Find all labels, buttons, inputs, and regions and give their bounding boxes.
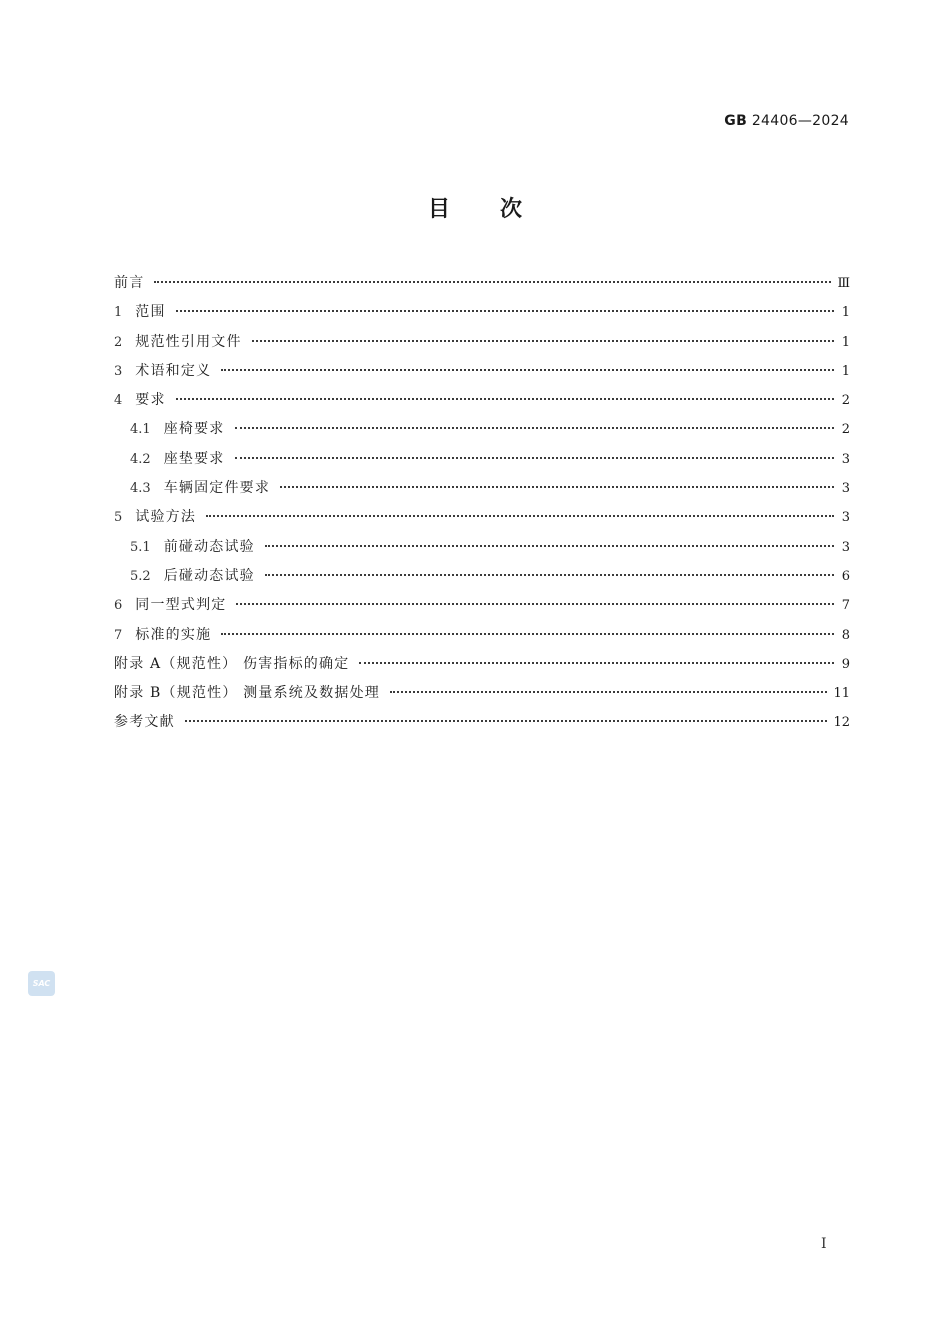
toc-dot-leader [221,368,834,371]
toc-entry-number: 6 [114,598,123,614]
toc-entry-number: 3 [114,363,123,379]
toc-entry[interactable] [114,708,850,737]
toc-entry[interactable] [114,298,850,327]
toc-dot-leader [206,514,834,517]
sac-logo-watermark [28,971,55,996]
toc-entry-page: 3 [841,481,850,497]
page-number: I [821,1236,827,1252]
toc-entry-label: 座椅要求 [163,421,225,438]
toc-dot-leader [185,719,828,722]
toc-entry-number: 4.3 [130,481,151,497]
toc-entry[interactable] [114,474,850,503]
toc-entry-number: 2 [114,334,123,350]
toc-dot-leader [390,690,827,693]
toc-dot-leader [176,309,834,312]
toc-entry[interactable] [114,328,850,357]
standard-prefix: GB [724,113,748,129]
toc-dot-leader [154,280,831,283]
toc-dot-leader [359,661,834,664]
toc-entry-number: 5.2 [130,568,151,584]
toc-entry-label: 参考文献 [114,714,175,731]
toc-entry-page: 12 [833,715,850,731]
toc-entry[interactable] [114,533,850,562]
toc-dot-leader [235,426,835,429]
standard-code: 24406—2024 [751,113,849,129]
toc-entry-page: 3 [841,510,850,526]
toc-entry-label: 附录 B（规范性） 测量系统及数据处理 [114,685,380,702]
toc-entry-label: 要求 [135,392,166,409]
toc-entry-number: 4.1 [130,422,151,438]
toc-dot-leader [221,632,834,635]
toc-entry-page: 7 [841,598,850,614]
toc-entry-page: Ⅲ [837,276,850,291]
toc-entry[interactable] [114,445,850,474]
toc-dot-leader [280,485,834,488]
toc-entry-number: 4.2 [130,451,151,467]
toc-entry-page: 6 [841,568,850,584]
toc-entry-page: 2 [841,393,850,409]
toc-dot-leader [265,573,834,576]
toc-entry[interactable] [114,415,850,444]
toc-entry[interactable] [114,621,850,650]
toc-entry-page: 9 [841,656,850,672]
toc-entry-label: 规范性引用文件 [135,333,242,350]
toc-dot-leader [265,544,834,547]
toc-entry[interactable] [114,562,850,591]
page-title: 目次 [427,197,572,222]
toc-entry-number: 7 [114,627,123,643]
standard-number [724,113,849,129]
toc-entry-label: 座垫要求 [163,450,225,467]
toc-entry[interactable] [114,269,850,298]
toc-entry-number: 5 [114,510,123,526]
toc-entry-page: 3 [841,539,850,555]
toc-entry-label: 附录 A（规范性） 伤害指标的确定 [114,655,350,672]
toc-entry[interactable] [114,503,850,532]
toc-dot-leader [252,339,834,342]
toc-entry-label: 后碰动态试验 [163,567,255,584]
toc-entry-label: 试验方法 [135,509,197,526]
toc-entry-page: 1 [841,334,850,350]
toc-entry-number: 1 [114,305,123,321]
toc-entry-label: 前言 [114,275,145,291]
toc-entry-label: 车辆固定件要求 [163,480,271,497]
toc-entry-label: 前碰动态试验 [163,538,255,555]
toc-entry-page: 3 [841,451,850,467]
toc-entry[interactable] [114,357,850,386]
toc-dot-leader [236,602,834,605]
toc-entry-page: 8 [841,627,850,643]
toc-entry-page: 11 [833,686,850,702]
toc-entry[interactable] [114,679,850,708]
toc-entry-label: 术语和定义 [135,362,212,379]
table-of-contents [114,269,850,738]
toc-entry-label: 范围 [135,304,166,321]
toc-entry-page: 1 [841,363,850,379]
toc-entry-label: 同一型式判定 [135,597,227,614]
toc-dot-leader [176,397,834,400]
toc-entry-label: 标准的实施 [135,626,212,643]
toc-entry-number: 4 [114,393,123,409]
toc-entry[interactable] [114,386,850,415]
toc-entry[interactable] [114,650,850,679]
toc-entry-page: 1 [841,305,850,321]
sac-logo-text: SAC [32,979,51,988]
toc-dot-leader [235,456,835,459]
toc-entry[interactable] [114,591,850,620]
toc-entry-page: 2 [841,422,850,438]
toc-entry-number: 5.1 [130,539,151,555]
